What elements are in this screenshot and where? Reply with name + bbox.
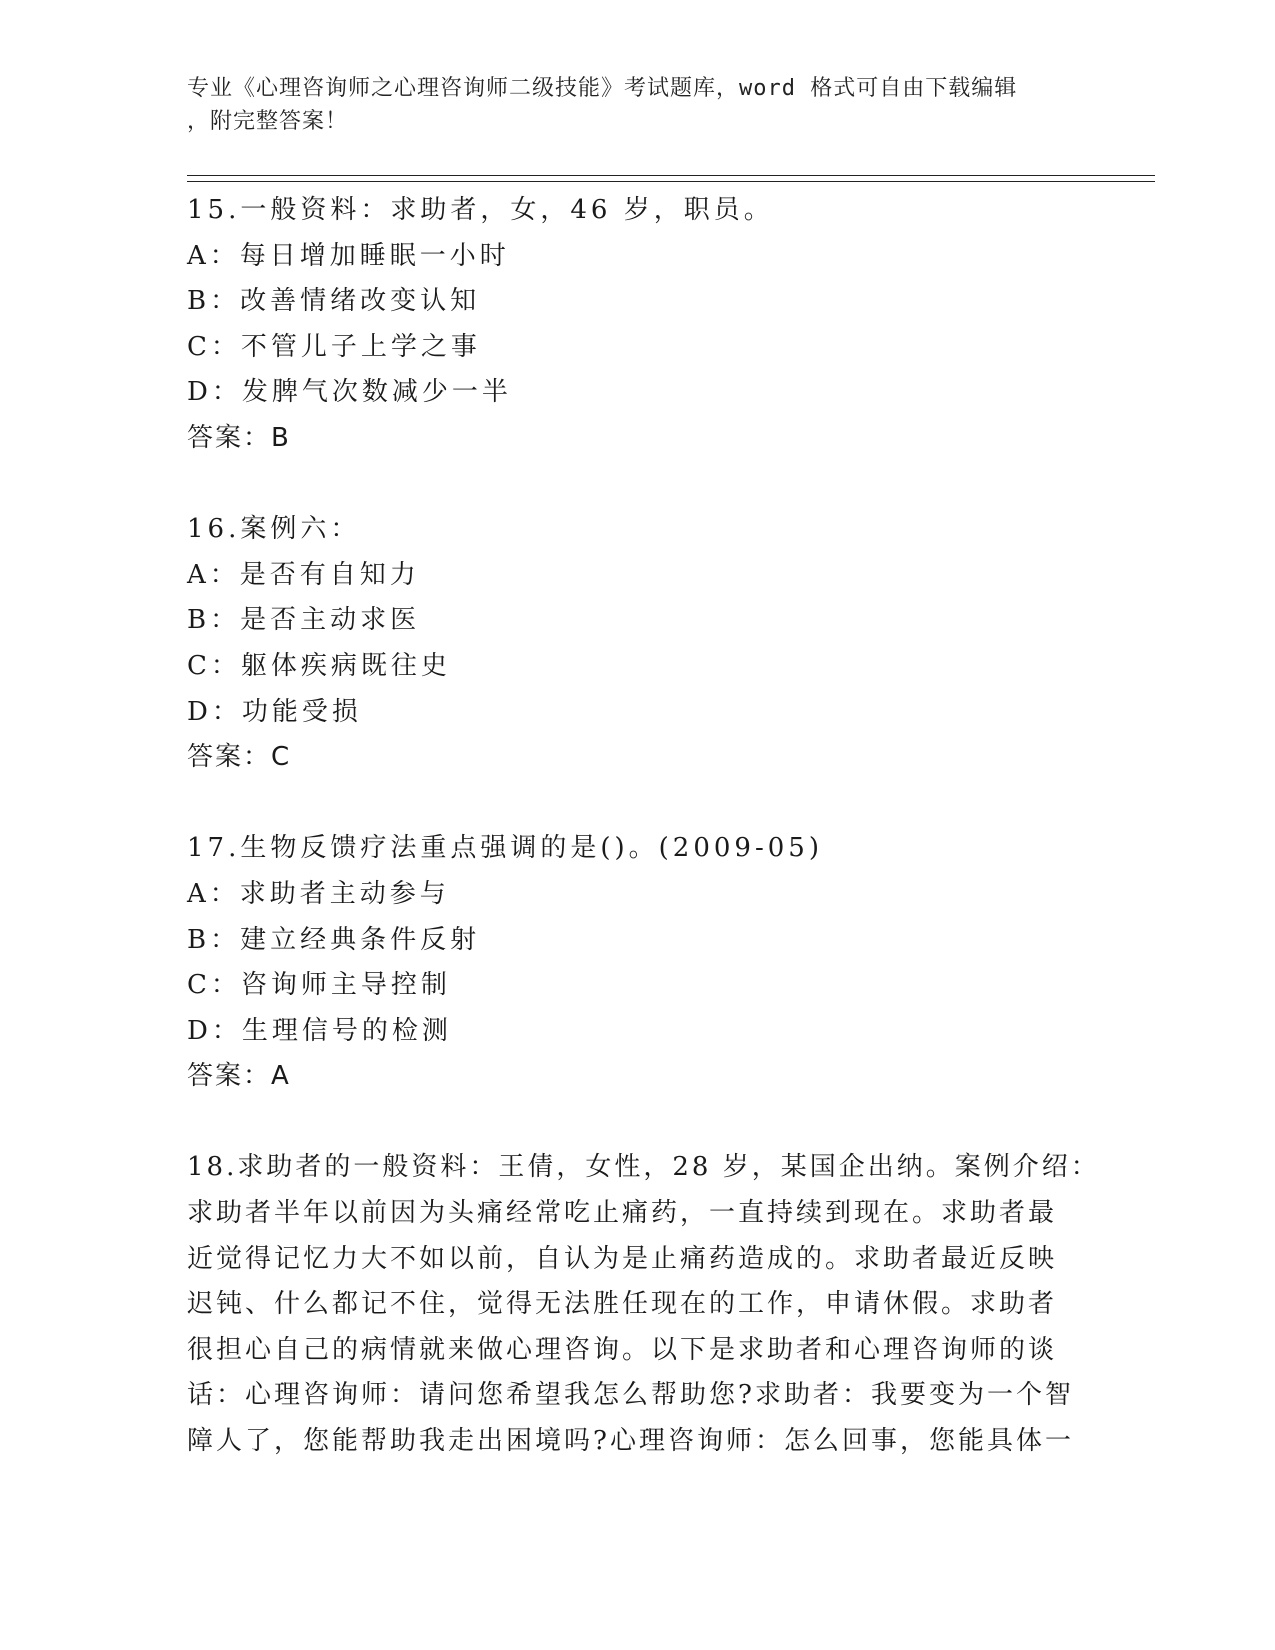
question-list xyxy=(187,188,1100,1465)
option-a: A：求助者主动参与 xyxy=(187,878,450,909)
paragraph-line: 18.求助者的一般资料：王倩，女性，28 岁，某国企出纳。案例介绍： xyxy=(187,1152,1100,1183)
question-16 xyxy=(187,507,1087,781)
header-line-1: 专业《心理咨询师之心理咨询师二级技能》考试题库，word 格式可自由下载编辑 xyxy=(187,76,1018,101)
option-d: D：功能受损 xyxy=(187,696,362,727)
paragraph-line: 迟钝、什么都记不住，觉得无法胜任现在的工作，申请休假。求助者 xyxy=(187,1289,1058,1320)
option-a: A：每日增加睡眠一小时 xyxy=(187,240,510,271)
spacer xyxy=(187,781,1087,827)
paragraph-line: 近觉得记忆力大不如以前，自认为是止痛药造成的。求助者最近反映 xyxy=(187,1243,1058,1274)
question-stem: 16.案例六： xyxy=(187,514,361,545)
paragraph-line: 话：心理咨询师：请问您希望我怎么帮助您?求助者：我要变为一个智 xyxy=(187,1380,1074,1411)
header-divider-top xyxy=(187,175,1155,176)
document-header xyxy=(187,72,1067,138)
option-c: C：咨询师主导控制 xyxy=(187,970,451,1001)
answer: 答案：C xyxy=(187,742,292,773)
option-d: D：发脾气次数减少一半 xyxy=(187,377,512,408)
paragraph-line: 障人了，您能帮助我走出困境吗?心理咨询师：怎么回事，您能具体一 xyxy=(187,1426,1074,1457)
question-15 xyxy=(187,188,1087,462)
option-d: D：生理信号的检测 xyxy=(187,1015,452,1046)
spacer xyxy=(187,1100,1087,1146)
question-17 xyxy=(187,826,1087,1100)
paragraph-line: 很担心自己的病情就来做心理咨询。以下是求助者和心理咨询师的谈 xyxy=(187,1334,1058,1365)
option-b: B：改善情绪改变认知 xyxy=(187,286,481,317)
paragraph-line: 求助者半年以前因为头痛经常吃止痛药，一直持续到现在。求助者最 xyxy=(187,1198,1058,1229)
answer: 答案：B xyxy=(187,422,291,453)
option-c: C：躯体疾病既往史 xyxy=(187,650,451,681)
header-line-2: ，附完整答案！ xyxy=(187,109,349,134)
question-stem: 17.生物反馈疗法重点强调的是()。(2009-05) xyxy=(187,833,823,864)
spacer xyxy=(187,462,1087,508)
question-stem: 15.一般资料：求助者，女，46 岁，职员。 xyxy=(187,195,774,225)
option-b: B：是否主动求医 xyxy=(187,605,421,636)
option-b: B：建立经典条件反射 xyxy=(187,924,481,955)
answer: 答案：A xyxy=(187,1061,291,1092)
header-divider-bottom xyxy=(187,181,1155,182)
option-c: C：不管儿子上学之事 xyxy=(187,331,481,362)
question-18 xyxy=(187,1145,1100,1464)
option-a: A：是否有自知力 xyxy=(187,559,420,590)
